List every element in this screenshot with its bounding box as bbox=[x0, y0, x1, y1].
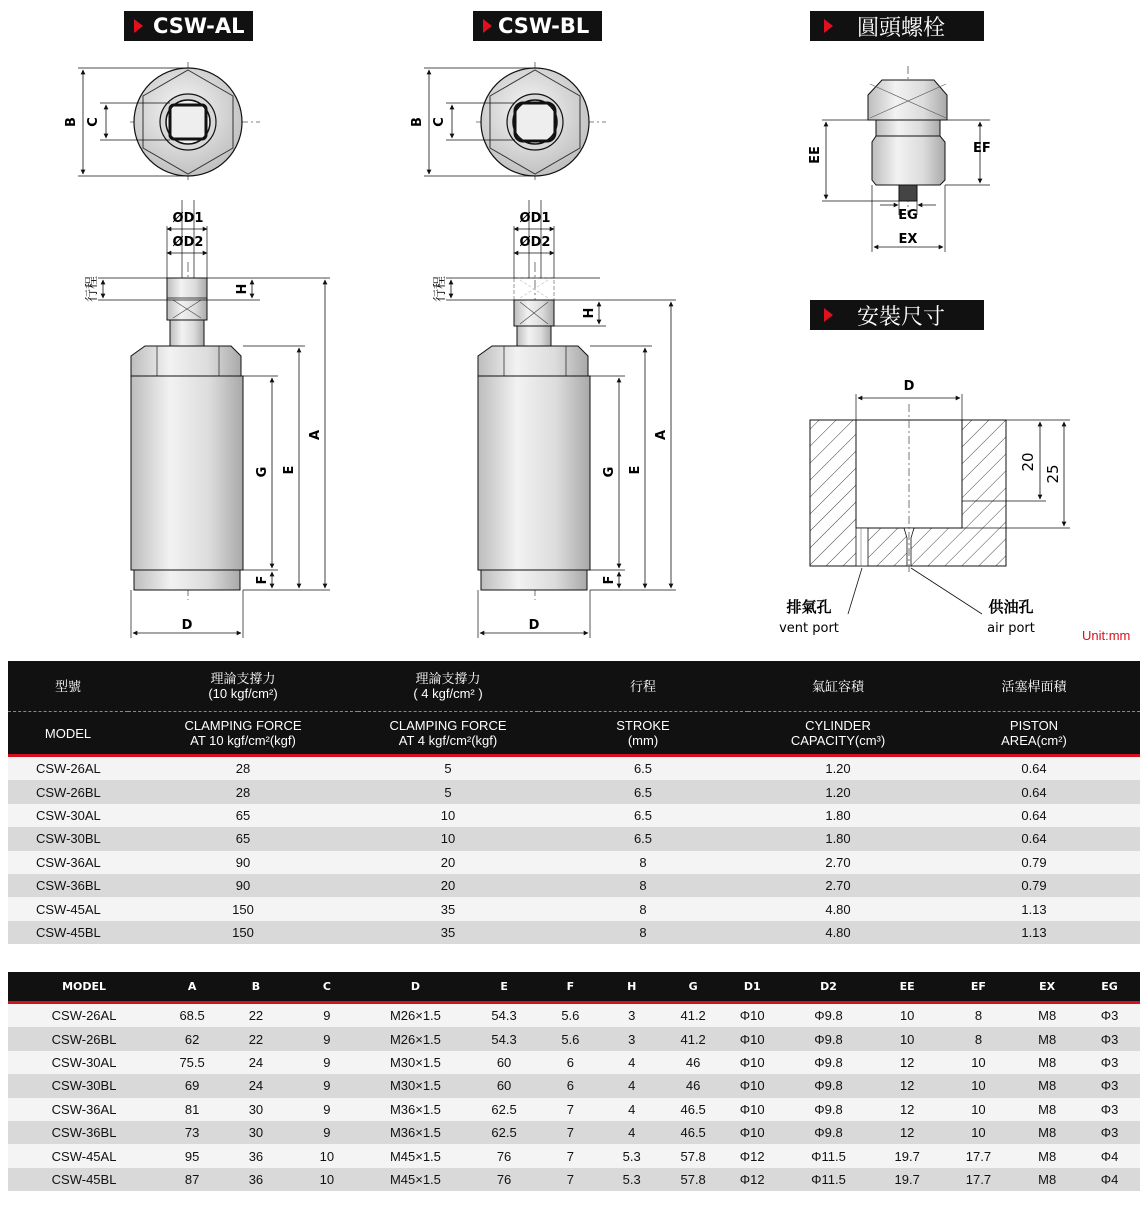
dim-header-cell: H bbox=[597, 972, 666, 1003]
table-cell: 35 bbox=[358, 921, 538, 944]
table-cell: 4 bbox=[597, 1074, 666, 1097]
table-cell: 150 bbox=[128, 897, 358, 920]
table-cell: 4.80 bbox=[748, 897, 928, 920]
table-row bbox=[8, 1051, 1140, 1074]
table-cell: Φ10 bbox=[720, 1003, 784, 1028]
table-cell: CSW-26BL bbox=[8, 780, 128, 803]
table-cell: M36×1.5 bbox=[366, 1121, 465, 1144]
table-cell: 19.7 bbox=[873, 1144, 942, 1167]
table-cell: 54.3 bbox=[465, 1003, 544, 1028]
table-cell: Φ10 bbox=[720, 1098, 784, 1121]
header-text: MODEL bbox=[44, 725, 92, 741]
table-cell: 10 bbox=[873, 1003, 942, 1028]
table-cell: 35 bbox=[358, 897, 538, 920]
spec-header-en bbox=[928, 712, 1140, 756]
table-row bbox=[8, 804, 1140, 827]
table-cell: 10 bbox=[873, 1027, 942, 1050]
header-text: CLAMPING FORCE bbox=[389, 718, 507, 733]
label-air-cn: 供油孔 bbox=[988, 598, 1034, 616]
header-text: PISTON bbox=[1009, 718, 1059, 733]
table-cell: 1.13 bbox=[928, 921, 1140, 944]
table-cell: 17.7 bbox=[942, 1168, 1016, 1191]
table-cell: Φ10 bbox=[720, 1074, 784, 1097]
table-cell: Φ3 bbox=[1079, 1074, 1140, 1097]
spec-header-en-row bbox=[8, 712, 1140, 756]
table-cell: M8 bbox=[1015, 1003, 1079, 1028]
table-cell: 0.79 bbox=[928, 851, 1140, 874]
header-subtext: AT 4 kgf/cm²(kgf) bbox=[398, 733, 498, 748]
label-b: B bbox=[410, 117, 425, 127]
table-cell: 28 bbox=[128, 756, 358, 781]
spec-header-cn bbox=[128, 661, 358, 712]
table-cell: Φ4 bbox=[1079, 1144, 1140, 1167]
table-cell: 90 bbox=[128, 851, 358, 874]
csw-al-top-view bbox=[64, 62, 260, 182]
dim-header-cell: B bbox=[224, 972, 288, 1003]
table-cell: 9 bbox=[288, 1027, 366, 1050]
table-cell: 7 bbox=[543, 1098, 597, 1121]
table-cell: 22 bbox=[224, 1003, 288, 1028]
table-cell: 41.2 bbox=[666, 1003, 720, 1028]
table-cell: M45×1.5 bbox=[366, 1144, 465, 1167]
table-cell: 20 bbox=[358, 851, 538, 874]
table-row bbox=[8, 1144, 1140, 1167]
table-cell: 7 bbox=[543, 1168, 597, 1191]
label-d2: ØD2 bbox=[519, 235, 551, 250]
table-cell: 10 bbox=[288, 1144, 366, 1167]
header-subtext: CAPACITY(cm³) bbox=[790, 733, 886, 748]
table-cell: 0.64 bbox=[928, 827, 1140, 850]
label-c: C bbox=[86, 117, 101, 127]
table-cell: 8 bbox=[538, 851, 748, 874]
header-subtext: ( 4 kgf/cm² ) bbox=[413, 686, 483, 701]
label-eg: EG bbox=[898, 208, 918, 223]
table-cell: Φ3 bbox=[1079, 1121, 1140, 1144]
header-subtext: (mm) bbox=[627, 733, 659, 748]
table-cell: 5 bbox=[358, 756, 538, 781]
dim-header-row bbox=[8, 972, 1140, 1003]
table-cell: 20 bbox=[358, 874, 538, 897]
label-e: E bbox=[628, 465, 643, 475]
table-cell: Φ12 bbox=[720, 1168, 784, 1191]
label-a: A bbox=[654, 429, 669, 441]
table-cell: 10 bbox=[942, 1051, 1016, 1074]
table-cell: 4.80 bbox=[748, 921, 928, 944]
dim-header-cell: EE bbox=[873, 972, 942, 1003]
table-cell: Φ9.8 bbox=[784, 1098, 873, 1121]
spec-header-cn bbox=[928, 661, 1140, 712]
table-cell: 4 bbox=[597, 1051, 666, 1074]
table-cell: 4 bbox=[597, 1121, 666, 1144]
header-subtext: AREA(cm²) bbox=[1001, 733, 1067, 748]
table-cell: 65 bbox=[128, 804, 358, 827]
label-h: H bbox=[582, 307, 597, 319]
table-cell: 8 bbox=[538, 897, 748, 920]
table-cell: M26×1.5 bbox=[366, 1003, 465, 1028]
table-cell: M8 bbox=[1015, 1074, 1079, 1097]
table-cell: 60 bbox=[465, 1074, 544, 1097]
table-cell: Φ3 bbox=[1079, 1051, 1140, 1074]
table-cell: 19.7 bbox=[873, 1168, 942, 1191]
spec-header-en bbox=[8, 712, 128, 756]
table-cell: 57.8 bbox=[666, 1168, 720, 1191]
table-cell: 12 bbox=[873, 1121, 942, 1144]
table-cell: 28 bbox=[128, 780, 358, 803]
table-row bbox=[8, 1027, 1140, 1050]
table-cell: 9 bbox=[288, 1098, 366, 1121]
dim-header-cell: A bbox=[160, 972, 224, 1003]
table-cell: Φ9.8 bbox=[784, 1121, 873, 1144]
table-cell: 36 bbox=[224, 1144, 288, 1167]
header-text: CLAMPING FORCE bbox=[184, 718, 302, 733]
table-cell: 95 bbox=[160, 1144, 224, 1167]
label-ef: EF bbox=[973, 141, 991, 156]
label-b: B bbox=[64, 117, 79, 127]
spec-header-cn-row bbox=[8, 661, 1140, 712]
table-cell: 46 bbox=[666, 1051, 720, 1074]
table-cell: 75.5 bbox=[160, 1051, 224, 1074]
table-row bbox=[8, 1074, 1140, 1097]
title-text: CSW-AL bbox=[153, 14, 245, 38]
table-cell: 8 bbox=[538, 921, 748, 944]
table-cell: 24 bbox=[224, 1074, 288, 1097]
table-cell: 8 bbox=[942, 1027, 1016, 1050]
dim-header-cell: C bbox=[288, 972, 366, 1003]
table-cell: 1.80 bbox=[748, 827, 928, 850]
label-d: D bbox=[528, 618, 540, 633]
table-cell: 17.7 bbox=[942, 1144, 1016, 1167]
table-cell: Φ11.5 bbox=[784, 1144, 873, 1167]
dim-header-cell: MODEL bbox=[8, 972, 160, 1003]
table-cell: 8 bbox=[942, 1003, 1016, 1028]
table-cell: 24 bbox=[224, 1051, 288, 1074]
table-cell: Φ12 bbox=[720, 1144, 784, 1167]
table-cell: 81 bbox=[160, 1098, 224, 1121]
table-cell: 0.64 bbox=[928, 780, 1140, 803]
table-cell: 6 bbox=[543, 1074, 597, 1097]
table-row bbox=[8, 921, 1140, 944]
label-f: F bbox=[602, 575, 617, 585]
table-cell: 10 bbox=[942, 1074, 1016, 1097]
table-cell: 12 bbox=[873, 1074, 942, 1097]
table-cell: 5 bbox=[358, 780, 538, 803]
spec-header-en bbox=[358, 712, 538, 756]
table-cell: 1.13 bbox=[928, 897, 1140, 920]
table-cell: CSW-45BL bbox=[8, 921, 128, 944]
dim-header-cell: G bbox=[666, 972, 720, 1003]
table-cell: Φ3 bbox=[1079, 1003, 1140, 1028]
table-cell: 10 bbox=[942, 1098, 1016, 1121]
table-cell: M45×1.5 bbox=[366, 1168, 465, 1191]
table-cell: Φ10 bbox=[720, 1121, 784, 1144]
table-cell: 36 bbox=[224, 1168, 288, 1191]
unit-label: Unit:mm bbox=[1082, 628, 1131, 643]
table-row bbox=[8, 1003, 1140, 1028]
table-cell: 73 bbox=[160, 1121, 224, 1144]
table-cell: 1.20 bbox=[748, 756, 928, 781]
table-cell: 4 bbox=[597, 1098, 666, 1121]
dim-header-cell: E bbox=[465, 972, 544, 1003]
table-cell: M8 bbox=[1015, 1027, 1079, 1050]
table-cell: M30×1.5 bbox=[366, 1051, 465, 1074]
table-cell: 9 bbox=[288, 1051, 366, 1074]
table-cell: Φ9.8 bbox=[784, 1003, 873, 1028]
table-cell: Φ3 bbox=[1079, 1027, 1140, 1050]
header-text: 活塞桿面積 bbox=[1001, 678, 1067, 694]
header-text: 型號 bbox=[54, 678, 81, 694]
table-cell: 1.20 bbox=[748, 780, 928, 803]
label-h: H bbox=[235, 283, 250, 295]
table-cell: 8 bbox=[538, 874, 748, 897]
table-cell: 10 bbox=[358, 804, 538, 827]
spec-table-body bbox=[8, 756, 1140, 945]
label-vent-en: vent port bbox=[779, 621, 839, 636]
label-d2: ØD2 bbox=[172, 235, 204, 250]
label-a: A bbox=[308, 429, 323, 441]
table-cell: 6 bbox=[543, 1051, 597, 1074]
table-cell: 5.6 bbox=[543, 1027, 597, 1050]
table-cell: 76 bbox=[465, 1168, 544, 1191]
table-cell: 90 bbox=[128, 874, 358, 897]
title-text: 圓頭螺栓 bbox=[857, 15, 946, 41]
header-text: CYLINDER bbox=[805, 718, 871, 733]
label-air-en: air port bbox=[987, 621, 1035, 636]
table-cell: Φ9.8 bbox=[784, 1074, 873, 1097]
label-e: E bbox=[282, 465, 297, 475]
title-text: 安裝尺寸 bbox=[857, 304, 946, 330]
header-subtext: (10 kgf/cm²) bbox=[208, 686, 278, 701]
install-dimension-drawing bbox=[779, 379, 1070, 636]
table-cell: CSW-30AL bbox=[8, 1051, 160, 1074]
table-cell: 9 bbox=[288, 1003, 366, 1028]
table-cell: CSW-36BL bbox=[8, 874, 128, 897]
table-cell: 1.80 bbox=[748, 804, 928, 827]
header-subtext: AT 10 kgf/cm²(kgf) bbox=[190, 733, 296, 748]
spec-header-en bbox=[748, 712, 928, 756]
table-cell: 54.3 bbox=[465, 1027, 544, 1050]
table-cell: M36×1.5 bbox=[366, 1098, 465, 1121]
table-cell: 5.3 bbox=[597, 1144, 666, 1167]
table-cell: M8 bbox=[1015, 1051, 1079, 1074]
table-cell: 22 bbox=[224, 1027, 288, 1050]
label-vent-cn: 排氣孔 bbox=[786, 598, 832, 616]
table-cell: 10 bbox=[358, 827, 538, 850]
table-cell: 10 bbox=[288, 1168, 366, 1191]
title-text: CSW-BL bbox=[498, 14, 590, 38]
table-cell: 9 bbox=[288, 1121, 366, 1144]
table-cell: 6.5 bbox=[538, 756, 748, 781]
label-d: D bbox=[181, 618, 193, 633]
table-cell: 62.5 bbox=[465, 1121, 544, 1144]
table-cell: Φ4 bbox=[1079, 1168, 1140, 1191]
label-d1: ØD1 bbox=[172, 211, 204, 226]
table-cell: CSW-45AL bbox=[8, 1144, 160, 1167]
table-cell: CSW-36BL bbox=[8, 1121, 160, 1144]
table-cell: 0.64 bbox=[928, 804, 1140, 827]
table-cell: M8 bbox=[1015, 1098, 1079, 1121]
table-row bbox=[8, 851, 1140, 874]
table-cell: 65 bbox=[128, 827, 358, 850]
header-text: 氣缸容積 bbox=[811, 678, 864, 694]
label-stroke: 行程 bbox=[433, 275, 448, 303]
table-cell: Φ10 bbox=[720, 1027, 784, 1050]
table-row bbox=[8, 1168, 1140, 1191]
table-cell: CSW-36AL bbox=[8, 1098, 160, 1121]
table-cell: Φ10 bbox=[720, 1051, 784, 1074]
table-cell: Φ9.8 bbox=[784, 1027, 873, 1050]
table-cell: 46.5 bbox=[666, 1121, 720, 1144]
table-cell: M8 bbox=[1015, 1144, 1079, 1167]
label-ex: EX bbox=[898, 232, 918, 247]
label-depth-20: 20 bbox=[1019, 452, 1037, 472]
label-d: D bbox=[903, 379, 915, 394]
table-cell: 60 bbox=[465, 1051, 544, 1074]
table-cell: CSW-26AL bbox=[8, 756, 128, 781]
table-cell: 62.5 bbox=[465, 1098, 544, 1121]
header-text: 理論支撐力 bbox=[210, 671, 276, 686]
table-cell: CSW-30BL bbox=[8, 1074, 160, 1097]
spec-header-cn bbox=[358, 661, 538, 712]
table-cell: 3 bbox=[597, 1003, 666, 1028]
dim-header-cell: D2 bbox=[784, 972, 873, 1003]
label-depth-25: 25 bbox=[1044, 464, 1062, 484]
table-cell: 5.3 bbox=[597, 1168, 666, 1191]
label-ee: EE bbox=[808, 146, 823, 164]
table-cell: 12 bbox=[873, 1051, 942, 1074]
table-cell: M8 bbox=[1015, 1121, 1079, 1144]
table-cell: 41.2 bbox=[666, 1027, 720, 1050]
table-cell: Φ9.8 bbox=[784, 1051, 873, 1074]
label-d1: ØD1 bbox=[519, 211, 551, 226]
dim-header-cell: EF bbox=[942, 972, 1016, 1003]
header-text: 行程 bbox=[629, 678, 656, 694]
table-row bbox=[8, 780, 1140, 803]
table-cell: CSW-26AL bbox=[8, 1003, 160, 1028]
table-cell: CSW-45AL bbox=[8, 897, 128, 920]
table-cell: 9 bbox=[288, 1074, 366, 1097]
header-text: 理論支撐力 bbox=[415, 671, 481, 686]
table-cell: 57.8 bbox=[666, 1144, 720, 1167]
csw-bl-top-view bbox=[410, 62, 606, 182]
table-cell: CSW-26BL bbox=[8, 1027, 160, 1050]
table-cell: 69 bbox=[160, 1074, 224, 1097]
table-cell: 0.79 bbox=[928, 874, 1140, 897]
spec-table bbox=[8, 661, 1140, 944]
csw-bl-side-view bbox=[433, 200, 676, 638]
table-cell: Φ11.5 bbox=[784, 1168, 873, 1191]
table-cell: 6.5 bbox=[538, 827, 748, 850]
table-cell: 87 bbox=[160, 1168, 224, 1191]
table-cell: 62 bbox=[160, 1027, 224, 1050]
label-stroke: 行程 bbox=[85, 275, 100, 303]
table-row bbox=[8, 827, 1140, 850]
table-row bbox=[8, 874, 1140, 897]
table-cell: 2.70 bbox=[748, 874, 928, 897]
csw-al-side-view bbox=[85, 200, 330, 638]
round-head-bolt-drawing bbox=[808, 66, 991, 252]
dim-table-body bbox=[8, 1003, 1140, 1192]
label-g: G bbox=[255, 466, 270, 478]
table-cell: M8 bbox=[1015, 1168, 1079, 1191]
dim-header-cell: F bbox=[543, 972, 597, 1003]
table-cell: 76 bbox=[465, 1144, 544, 1167]
table-cell: 10 bbox=[942, 1121, 1016, 1144]
table-row bbox=[8, 897, 1140, 920]
table-cell: 3 bbox=[597, 1027, 666, 1050]
table-cell: 2.70 bbox=[748, 851, 928, 874]
table-cell: 46.5 bbox=[666, 1098, 720, 1121]
table-cell: 6.5 bbox=[538, 780, 748, 803]
spec-header-en bbox=[538, 712, 748, 756]
table-cell: 0.64 bbox=[928, 756, 1140, 781]
dim-header-cell: EX bbox=[1015, 972, 1079, 1003]
dim-header-cell: D1 bbox=[720, 972, 784, 1003]
table-row bbox=[8, 1098, 1140, 1121]
table-cell: 30 bbox=[224, 1121, 288, 1144]
spec-header-cn bbox=[538, 661, 748, 712]
dim-header-cell: D bbox=[366, 972, 465, 1003]
table-cell: 30 bbox=[224, 1098, 288, 1121]
header-text: STROKE bbox=[616, 718, 670, 733]
table-cell: CSW-36AL bbox=[8, 851, 128, 874]
dim-header-cell: EG bbox=[1079, 972, 1140, 1003]
spec-header-cn bbox=[748, 661, 928, 712]
table-cell: 5.6 bbox=[543, 1003, 597, 1028]
table-cell: 68.5 bbox=[160, 1003, 224, 1028]
dimension-table bbox=[8, 972, 1140, 1191]
table-cell: 150 bbox=[128, 921, 358, 944]
table-row bbox=[8, 756, 1140, 781]
table-cell: CSW-30BL bbox=[8, 827, 128, 850]
table-row bbox=[8, 1121, 1140, 1144]
table-cell: 7 bbox=[543, 1121, 597, 1144]
label-c: C bbox=[432, 117, 447, 127]
table-cell: 7 bbox=[543, 1144, 597, 1167]
table-cell: M30×1.5 bbox=[366, 1074, 465, 1097]
table-cell: CSW-45BL bbox=[8, 1168, 160, 1191]
table-cell: 46 bbox=[666, 1074, 720, 1097]
table-cell: Φ3 bbox=[1079, 1098, 1140, 1121]
table-cell: 6.5 bbox=[538, 804, 748, 827]
spec-header-en bbox=[128, 712, 358, 756]
label-g: G bbox=[602, 466, 617, 478]
spec-header-cn bbox=[8, 661, 128, 712]
table-cell: 12 bbox=[873, 1098, 942, 1121]
table-cell: CSW-30AL bbox=[8, 804, 128, 827]
label-f: F bbox=[255, 575, 270, 585]
table-cell: M26×1.5 bbox=[366, 1027, 465, 1050]
